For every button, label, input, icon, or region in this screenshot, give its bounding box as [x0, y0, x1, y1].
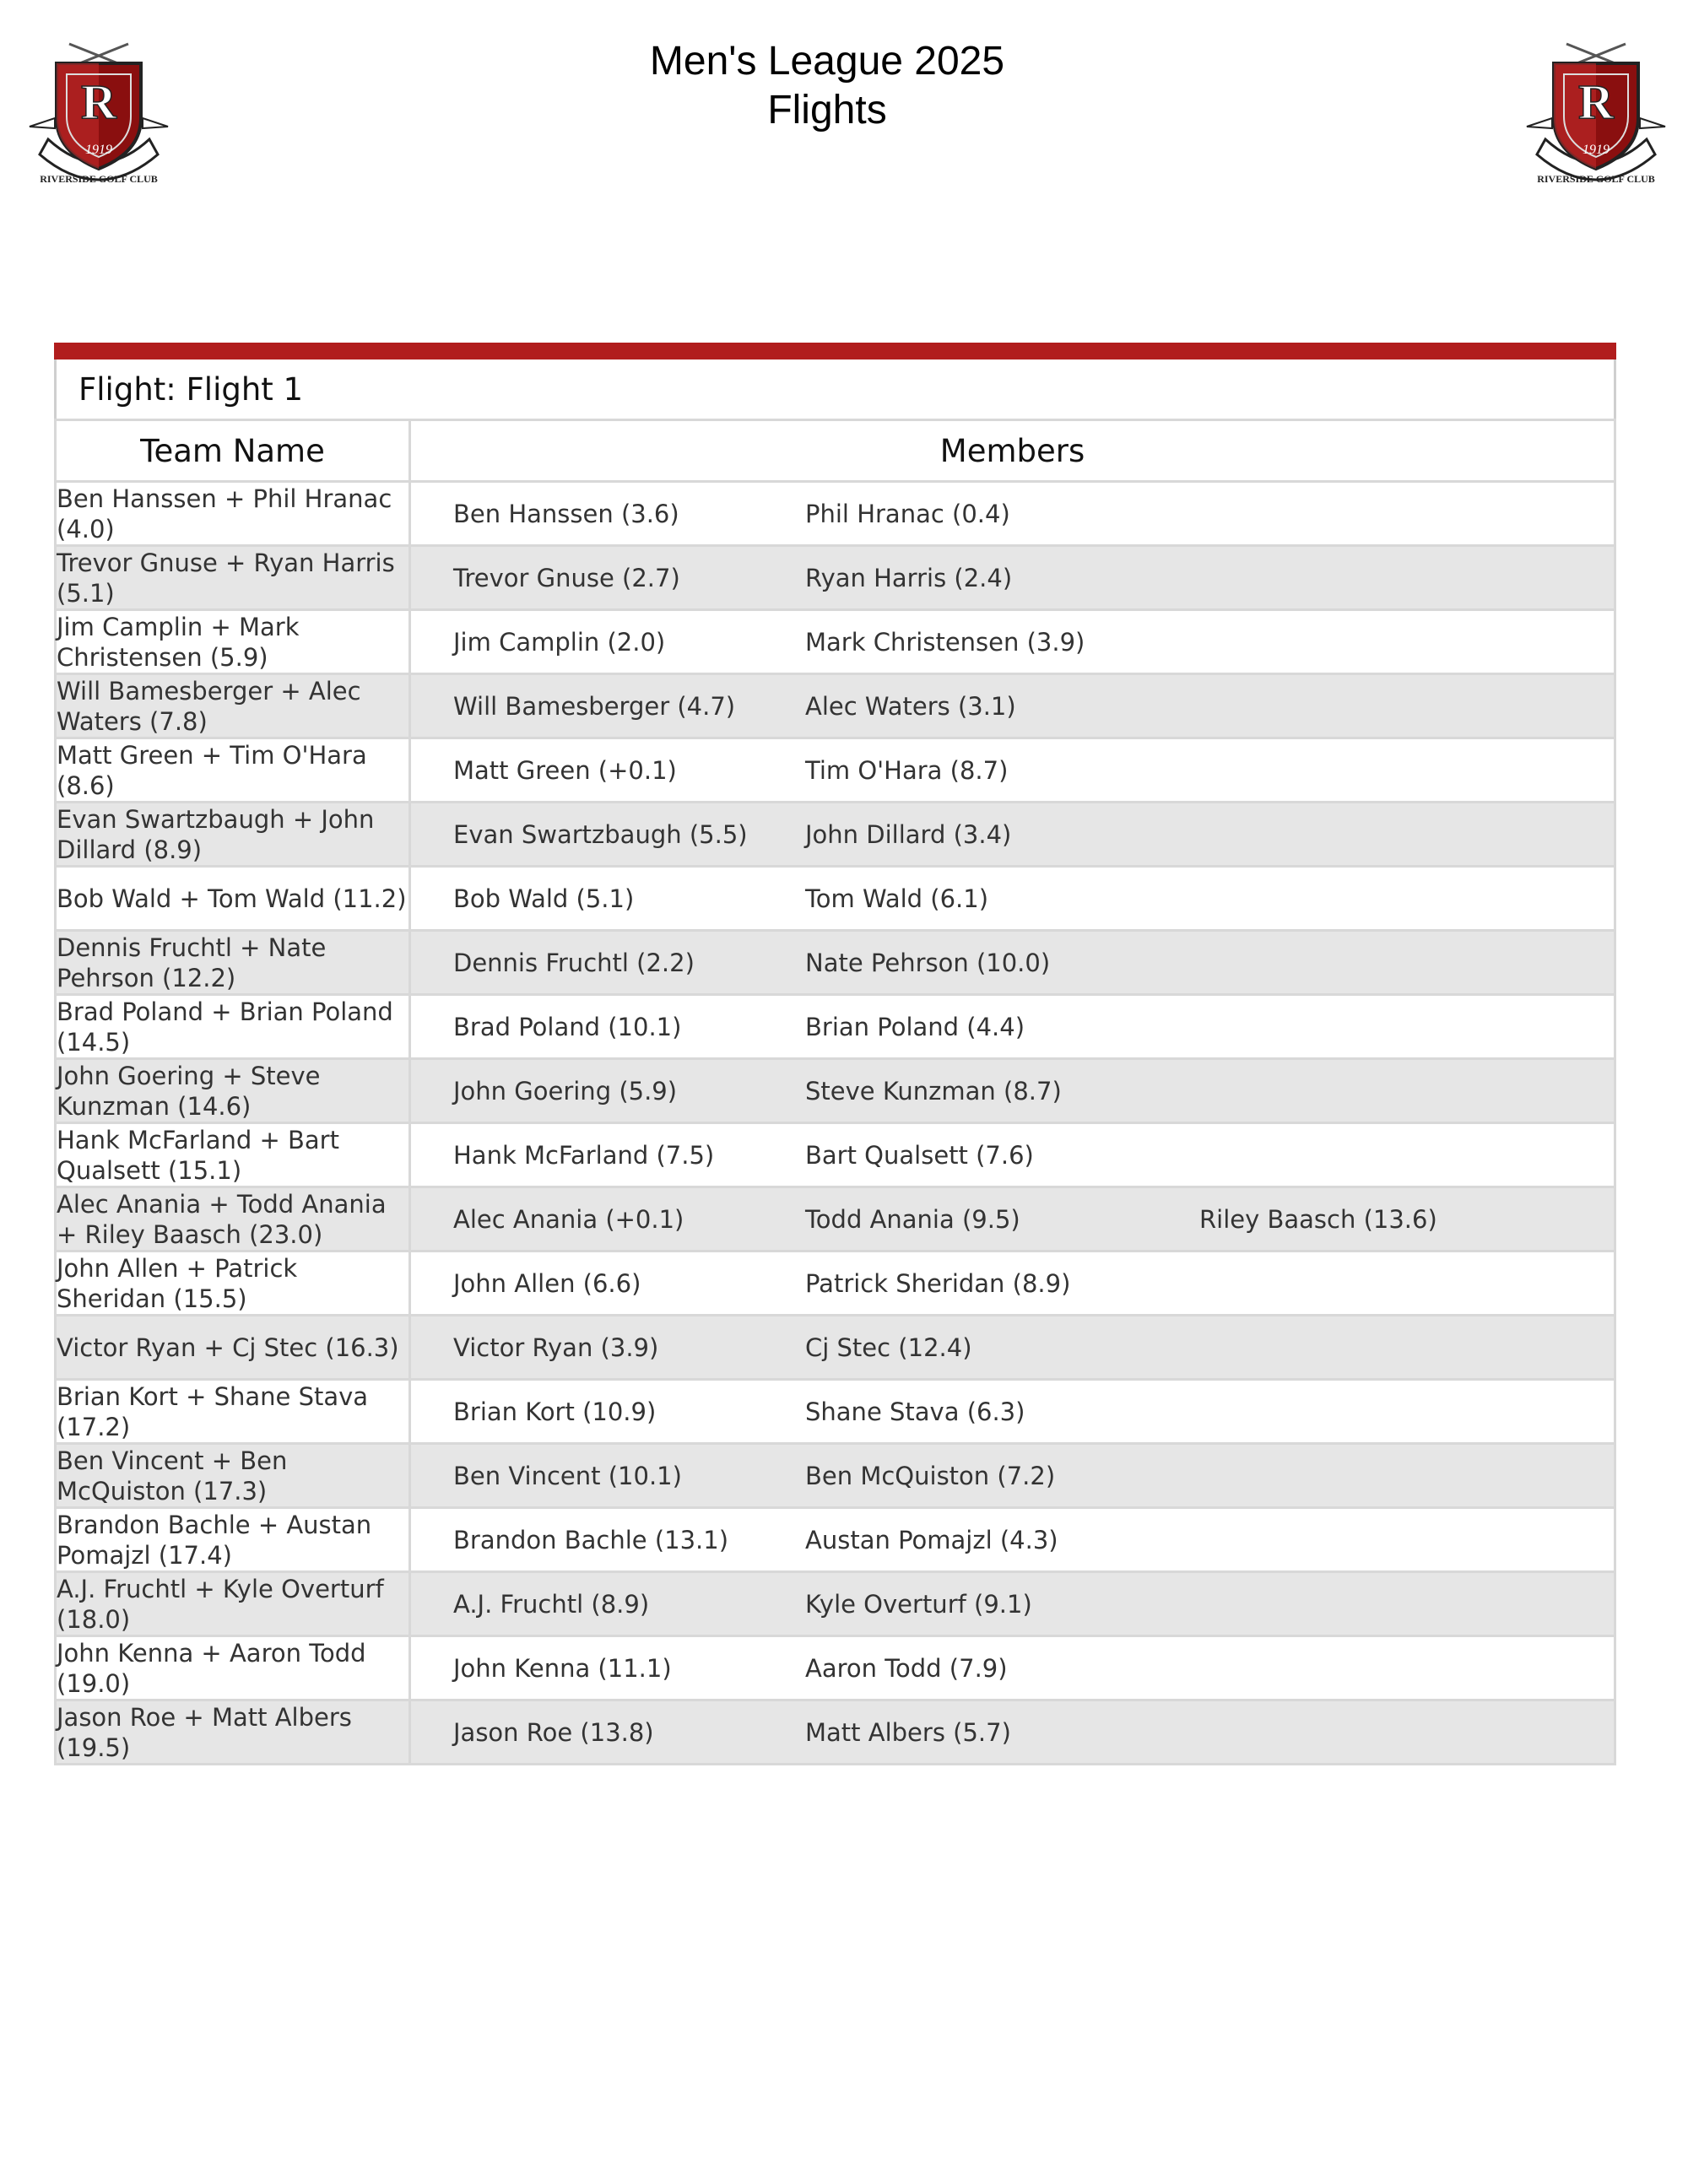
team-name-cell: John Goering + Steve Kunzman (14.6)	[56, 1059, 410, 1123]
member-name: Phil Hranac (0.4)	[805, 499, 1010, 528]
members-list	[411, 949, 1614, 977]
member-name: Jason Roe (13.8)	[453, 1717, 654, 1747]
member-name: Kyle Overturf (9.1)	[805, 1589, 1032, 1619]
table-row	[56, 803, 1615, 867]
members-cell	[410, 995, 1615, 1059]
table-row	[56, 546, 1615, 610]
members-list	[411, 820, 1614, 849]
member-name: Hank McFarland (7.5)	[453, 1140, 715, 1170]
member-name: Cj Stec (12.4)	[805, 1333, 972, 1362]
members-cell	[410, 1187, 1615, 1251]
table-row	[56, 1572, 1615, 1636]
table-row	[56, 1380, 1615, 1444]
member-name: Brandon Bachle (13.1)	[453, 1525, 729, 1554]
members-cell	[410, 1508, 1615, 1572]
club-logo-right	[1519, 34, 1673, 191]
members-list	[411, 1333, 1614, 1362]
member-name: Austan Pomajzl (4.3)	[805, 1525, 1058, 1554]
member-name: Matt Albers (5.7)	[805, 1717, 1011, 1747]
member-name: Matt Green (+0.1)	[453, 755, 677, 785]
logo-club-name: RIVERSIDE GOLF CLUB	[1537, 173, 1655, 185]
member-name: Ben McQuiston (7.2)	[805, 1461, 1056, 1490]
members-list	[411, 1205, 1614, 1234]
team-name-cell: Ben Hanssen + Phil Hranac (4.0)	[56, 482, 410, 546]
team-name-cell: Hank McFarland + Bart Qualsett (15.1)	[56, 1123, 410, 1187]
members-list	[411, 1269, 1614, 1298]
members-cell	[410, 674, 1615, 738]
member-name: Tim O'Hara (8.7)	[805, 755, 1009, 785]
table-row	[56, 1508, 1615, 1572]
team-name-cell: Brian Kort + Shane Stava (17.2)	[56, 1380, 410, 1444]
member-name: Brad Poland (10.1)	[453, 1012, 682, 1041]
team-name-cell: Matt Green + Tim O'Hara (8.6)	[56, 738, 410, 803]
members-cell	[410, 610, 1615, 674]
member-name: Ryan Harris (2.4)	[805, 563, 1013, 592]
members-cell	[410, 1316, 1615, 1380]
flight-accent-bar	[56, 343, 1615, 359]
members-cell	[410, 738, 1615, 803]
table-row	[56, 738, 1615, 803]
member-name: Ben Vincent (10.1)	[453, 1461, 682, 1490]
column-header-members: Members	[410, 420, 1615, 482]
members-cell	[410, 1700, 1615, 1765]
members-list	[411, 628, 1614, 657]
flight-table	[54, 343, 1616, 1765]
logo-monogram: R	[81, 74, 116, 129]
members-cell	[410, 1059, 1615, 1123]
table-row	[56, 1059, 1615, 1123]
members-list	[411, 1013, 1614, 1041]
page-title-line1: Men's League 2025	[649, 39, 1005, 84]
team-name-cell: Ben Vincent + Ben McQuiston (17.3)	[56, 1444, 410, 1508]
member-name: Todd Anania (9.5)	[805, 1204, 1020, 1234]
table-row	[56, 995, 1615, 1059]
members-list	[411, 564, 1614, 592]
team-name-cell: Jason Roe + Matt Albers (19.5)	[56, 1700, 410, 1765]
member-name: Alec Anania (+0.1)	[453, 1204, 684, 1234]
logo-year: 1919	[85, 143, 112, 157]
table-row	[56, 1636, 1615, 1700]
team-name-cell: Trevor Gnuse + Ryan Harris (5.1)	[56, 546, 410, 610]
members-list	[411, 1077, 1614, 1106]
team-name-cell: Alec Anania + Todd Anania + Riley Baasch (23.0)	[56, 1187, 410, 1251]
members-cell	[410, 1572, 1615, 1636]
members-list	[411, 1590, 1614, 1619]
members-cell	[410, 1123, 1615, 1187]
team-name-cell: Brandon Bachle + Austan Pomajzl (17.4)	[56, 1508, 410, 1572]
member-name: John Allen (6.6)	[453, 1268, 641, 1298]
column-header-team-name: Team Name	[56, 420, 410, 482]
member-name: Victor Ryan (3.9)	[453, 1333, 659, 1362]
table-row	[56, 1251, 1615, 1316]
member-name: Riley Baasch (13.6)	[1199, 1204, 1437, 1234]
team-name-cell: John Allen + Patrick Sheridan (15.5)	[56, 1251, 410, 1316]
member-name: Mark Christensen (3.9)	[805, 627, 1085, 657]
team-name-cell: Will Bamesberger + Alec Waters (7.8)	[56, 674, 410, 738]
members-list	[411, 756, 1614, 785]
member-name: Steve Kunzman (8.7)	[805, 1076, 1062, 1106]
member-name: A.J. Fruchtl (8.9)	[453, 1589, 650, 1619]
table-row	[56, 1123, 1615, 1187]
table-row	[56, 1700, 1615, 1765]
table-row	[56, 482, 1615, 546]
page-title	[422, 37, 1232, 135]
members-list	[411, 1141, 1614, 1170]
member-name: Bart Qualsett (7.6)	[805, 1140, 1034, 1170]
team-name-cell: Jim Camplin + Mark Christensen (5.9)	[56, 610, 410, 674]
member-name: Shane Stava (6.3)	[805, 1397, 1025, 1426]
logo-monogram: R	[1578, 74, 1614, 129]
table-row	[56, 931, 1615, 995]
member-name: John Dillard (3.4)	[805, 819, 1012, 849]
members-list	[411, 1462, 1614, 1490]
team-name-cell: A.J. Fruchtl + Kyle Overturf (18.0)	[56, 1572, 410, 1636]
table-row	[56, 867, 1615, 931]
members-list	[411, 500, 1614, 528]
flight-title-row	[56, 359, 1615, 420]
table-row	[56, 610, 1615, 674]
members-list	[411, 1654, 1614, 1683]
members-cell	[410, 1251, 1615, 1316]
member-name: John Goering (5.9)	[453, 1076, 678, 1106]
members-cell	[410, 931, 1615, 995]
members-cell	[410, 1380, 1615, 1444]
members-cell	[410, 867, 1615, 931]
table-row	[56, 1444, 1615, 1508]
member-name: Trevor Gnuse (2.7)	[453, 563, 680, 592]
member-name: Dennis Fruchtl (2.2)	[453, 948, 695, 977]
member-name: Alec Waters (3.1)	[805, 691, 1016, 721]
members-cell	[410, 546, 1615, 610]
members-cell	[410, 1444, 1615, 1508]
member-name: Brian Poland (4.4)	[805, 1012, 1025, 1041]
table-row	[56, 1316, 1615, 1380]
member-name: Patrick Sheridan (8.9)	[805, 1268, 1071, 1298]
table-row	[56, 1187, 1615, 1251]
logo-club-name: RIVERSIDE GOLF CLUB	[40, 173, 158, 185]
member-name: John Kenna (11.1)	[453, 1653, 672, 1683]
members-list	[411, 1397, 1614, 1426]
team-name-cell: Evan Swartzbaugh + John Dillard (8.9)	[56, 803, 410, 867]
flight-label: Flight: Flight 1	[56, 359, 1615, 420]
team-name-cell: Brad Poland + Brian Poland (14.5)	[56, 995, 410, 1059]
members-cell	[410, 1636, 1615, 1700]
table-header-row	[56, 420, 1615, 482]
member-name: Ben Hanssen (3.6)	[453, 499, 679, 528]
team-name-cell: Victor Ryan + Cj Stec (16.3)	[56, 1316, 410, 1380]
members-list	[411, 884, 1614, 913]
member-name: Nate Pehrson (10.0)	[805, 948, 1051, 977]
members-list	[411, 1718, 1614, 1747]
member-name: Bob Wald (5.1)	[453, 884, 635, 913]
member-name: Tom Wald (6.1)	[805, 884, 989, 913]
table-row	[56, 674, 1615, 738]
team-name-cell: Dennis Fruchtl + Nate Pehrson (12.2)	[56, 931, 410, 995]
team-name-cell: Bob Wald + Tom Wald (11.2)	[56, 867, 410, 931]
member-name: Jim Camplin (2.0)	[453, 627, 666, 657]
members-list	[411, 1526, 1614, 1554]
members-list	[411, 692, 1614, 721]
member-name: Aaron Todd (7.9)	[805, 1653, 1008, 1683]
member-name: Will Bamesberger (4.7)	[453, 691, 736, 721]
club-logo-left	[22, 34, 176, 191]
members-cell	[410, 482, 1615, 546]
members-cell	[410, 803, 1615, 867]
page-title-line2: Flights	[767, 88, 887, 132]
team-name-cell: John Kenna + Aaron Todd (19.0)	[56, 1636, 410, 1700]
logo-year: 1919	[1582, 143, 1610, 157]
member-name: Brian Kort (10.9)	[453, 1397, 657, 1426]
member-name: Evan Swartzbaugh (5.5)	[453, 819, 748, 849]
